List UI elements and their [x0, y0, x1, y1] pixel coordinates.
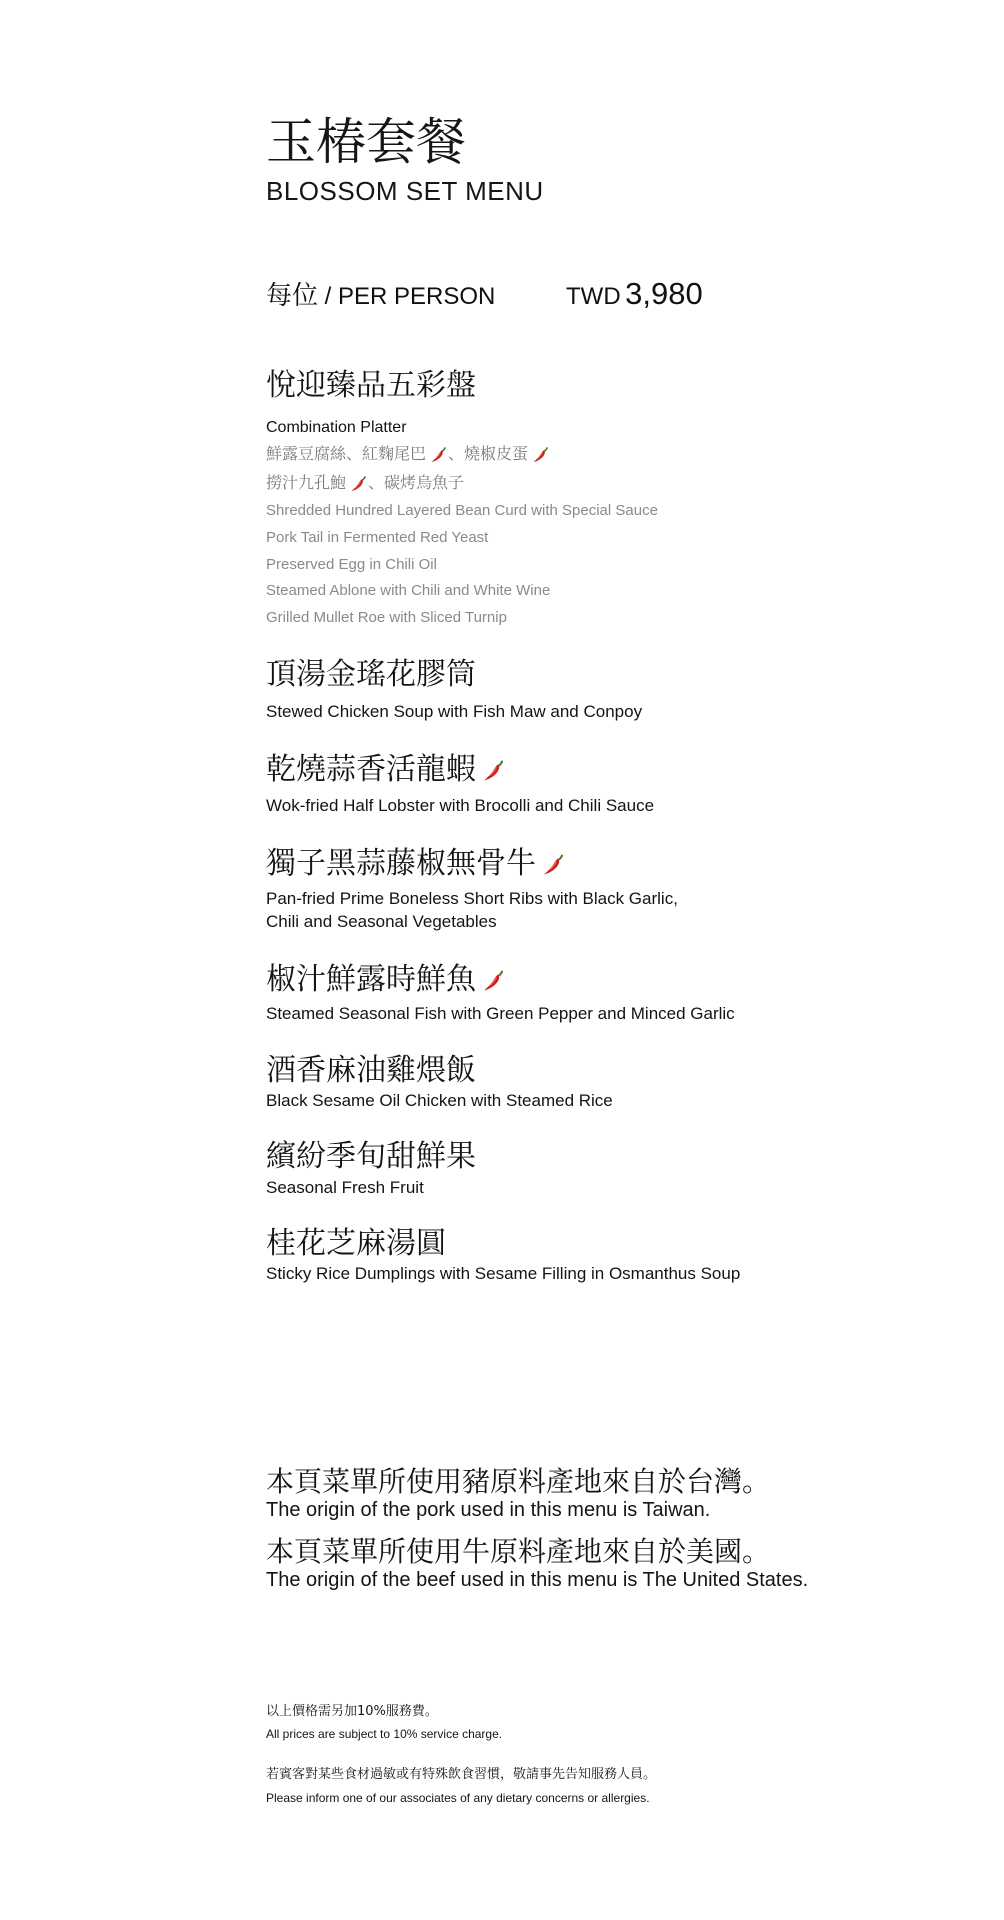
service-charge-note-zh: 以上價格需另加10%服務費。 — [266, 1704, 438, 1719]
platter-item-4: 、碳烤烏魚子 — [368, 473, 465, 492]
course-1-name-en: Combination Platter — [266, 419, 407, 436]
course-4-title: 獨子黑蒜藤椒無骨牛 — [266, 846, 536, 881]
course-2-name-en: Stewed Chicken Soup with Fish Maw and Conpoy — [266, 702, 643, 721]
course-5-title: 椒汁鮮露時鮮魚 — [266, 962, 476, 997]
price-amount — [566, 276, 703, 318]
chili-pepper-icon — [542, 853, 566, 877]
course-1-item-en-2: Pork Tail in Fermented Red Yeast — [266, 529, 489, 546]
price-row — [266, 276, 966, 316]
dietary-note-en: Please inform one of our associates of any dietary concerns or allergies. — [266, 1791, 650, 1805]
course-7-name-en: Seasonal Fresh Fruit — [266, 1178, 424, 1197]
chili-pepper-icon — [482, 969, 506, 993]
price-currency: TWD — [566, 283, 621, 310]
course-1-name-zh: 悅迎臻品五彩盤 — [266, 368, 476, 403]
platter-item-3: 撈汁九孔鮑 — [266, 473, 347, 492]
course-1-item-en-1: Shredded Hundred Layered Bean Curd with Special Sauce — [266, 502, 658, 519]
origin-pork-en: The origin of the pork used in this menu is Taiwan. — [266, 1499, 711, 1521]
price-value: 3,980 — [625, 276, 703, 311]
menu-title-en: BLOSSOM SET MENU — [266, 176, 544, 206]
course-7-name-zh: 繽紛季旬甜鮮果 — [266, 1139, 476, 1174]
course-1-item-en-3: Preserved Egg in Chili Oil — [266, 556, 437, 573]
course-8-name-en: Sticky Rice Dumplings with Sesame Filling in Osmanthus Soup — [266, 1264, 741, 1283]
menu-title-zh: 玉椿套餐 — [266, 113, 466, 171]
platter-item-2: 、燒椒皮蛋 — [448, 444, 529, 463]
origin-pork-zh: 本頁菜單所使用豬原料產地來自於台灣。 — [266, 1465, 771, 1498]
course-1-item-en-5: Grilled Mullet Roe with Sliced Turnip — [266, 609, 507, 626]
course-1-item-en-4: Steamed Ablone with Chili and White Wine — [266, 582, 551, 599]
chili-pepper-icon — [430, 446, 448, 464]
course-4-name-en-line1: Pan-fried Prime Boneless Short Ribs with Black Garlic, — [266, 889, 678, 908]
chili-pepper-icon — [350, 475, 368, 493]
chili-pepper-icon — [532, 446, 550, 464]
course-5-name-zh — [266, 961, 506, 999]
course-6-name-en: Black Sesame Oil Chicken with Steamed Rice — [266, 1091, 613, 1110]
course-4-name-zh — [266, 845, 566, 883]
platter-item-1: 鮮露豆腐絲、紅麴尾巴 — [266, 444, 427, 463]
menu-page — [266, 0, 986, 1920]
course-6-name-zh: 酒香麻油雞煨飯 — [266, 1053, 476, 1088]
origin-beef-zh: 本頁菜單所使用牛原料產地來自於美國。 — [266, 1535, 771, 1568]
course-4-name-en-line2: Chili and Seasonal Vegetables — [266, 912, 497, 931]
course-2-name-zh: 頂湯金瑤花膠筒 — [266, 657, 476, 692]
price-label — [266, 280, 495, 313]
origin-beef-en: The origin of the beef used in this menu is The United States. — [266, 1569, 809, 1591]
course-3-name-en: Wok-fried Half Lobster with Brocolli and Chili Sauce — [266, 796, 655, 815]
course-5-name-en: Steamed Seasonal Fish with Green Pepper and Minced Garlic — [266, 1004, 735, 1023]
price-label-zh: 每位 — [266, 281, 319, 311]
course-8-name-zh: 桂花芝麻湯圓 — [266, 1226, 446, 1261]
dietary-note-zh: 若賓客對某些食材過敏或有特殊飲食習慣，敬請事先告知服務人員。 — [266, 1767, 657, 1782]
course-3-name-zh — [266, 751, 506, 789]
course-1-items-zh-line1 — [266, 441, 550, 467]
service-charge-note-en: All prices are subject to 10% service charge. — [266, 1727, 503, 1741]
chili-pepper-icon — [482, 759, 506, 783]
price-label-en: / PER PERSON — [318, 283, 496, 310]
course-1-items-zh-line2 — [266, 470, 464, 496]
course-3-title: 乾燒蒜香活龍蝦 — [266, 752, 476, 787]
